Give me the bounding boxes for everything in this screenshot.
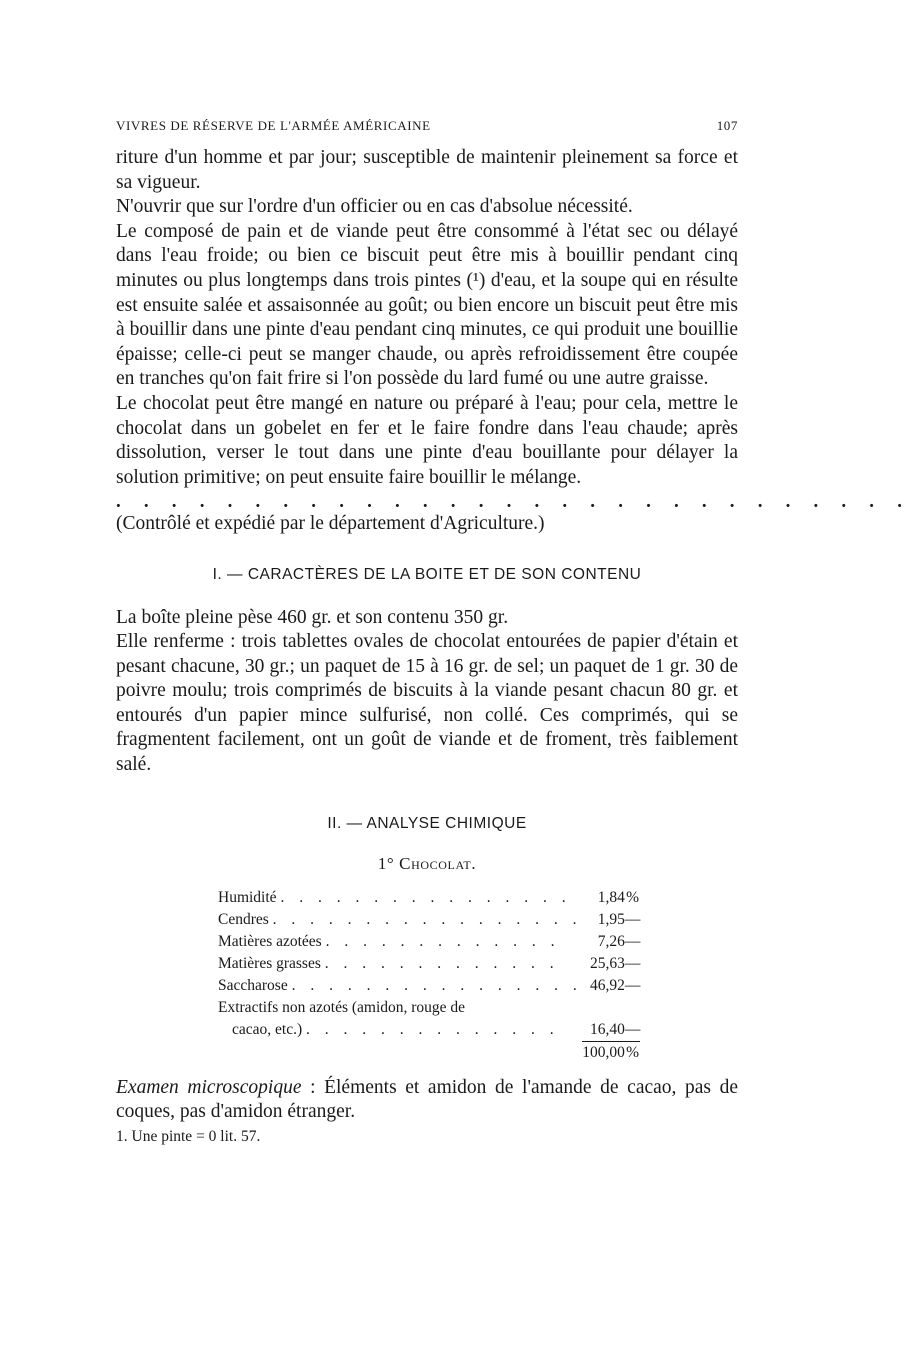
paragraph: Elle renferme : trois tablettes ovales de chocolat entourées de papier d'étain et pesant chacune, 30 gr.; un paquet de 15 à 16 gr. de sel; un paquet de 1 gr. 30 de poivre moulu; trois comprimés de biscuits à la viande pesant chacun 80 gr. et entourés d'un papier mince sulfurisé, non collé. Ces comprimés, qui se fragmentent facilement, ont un goût de viande et de froment, très faiblement salé. xyxy=(116,631,738,776)
table-row xyxy=(218,975,640,997)
table-row xyxy=(218,931,640,953)
paragraph: N'ouvrir que sur l'ordre d'un officier ou en cas d'absolue nécessité. xyxy=(116,196,633,218)
total-row xyxy=(218,1041,640,1064)
analysis-table xyxy=(218,887,640,1064)
dot-leader: . . . . . . . . . . . . . xyxy=(324,954,560,972)
table-row xyxy=(218,953,640,975)
page-number: 107 xyxy=(716,118,738,133)
row-label: Extractifs non azotés (amidon, rouge de xyxy=(218,998,466,1016)
dot-leader: . . . . . . . . . . . . . . . . xyxy=(280,888,572,906)
ellipsis-dots: . . . . . . . . . . . . . . . . . . . . . . . . . . . . . xyxy=(116,491,911,513)
paragraph: La boîte pleine pèse 460 gr. et son contenu 350 gr. xyxy=(116,606,509,628)
paragraph: Le chocolat peut être mangé en nature ou préparé à l'eau; pour cela, mettre le chocolat dans un gobelet en fer et le faire fondre dans l'eau chaude; après dissolution, verser le tout dans une pinte d'eau bouillante pour délayer la solution primitive; on peut ensuite faire bouillir le mélange. xyxy=(116,392,738,488)
subheading: 1° Chocolat. xyxy=(377,854,477,874)
row-unit: — xyxy=(624,932,641,950)
footnote: 1. Une pinte = 0 lit. 57. xyxy=(116,1128,261,1146)
table-row xyxy=(218,887,640,909)
paragraph: Le composé de pain et de viande peut être consommé à l'état sec ou délayé dans l'eau froide; ou bien ce biscuit peut être mis à bouillir pendant cinq minutes ou plus longtemps dans trois pintes (¹) d'eau, et la soupe qui en résulte est ensuite salée et assaisonnée au goût; ou bien encore un biscuit peut être mis à bouillir dans une pinte d'eau pendant cinq minutes, ce qui produit une bouillie épaisse; celle-ci peut se manger chaude, ou après refroidissement être coupée en tranches qu'on fait frire si l'on possède du lard fumé ou une autre graisse. xyxy=(116,220,738,390)
dot-leader: . . . . . . . . . . . . . . . . xyxy=(291,976,583,994)
row-value: 1,95 xyxy=(597,910,625,928)
row-label: Matières grasses xyxy=(218,954,321,972)
row-unit: % xyxy=(626,888,640,906)
table-row xyxy=(218,997,640,1019)
row-unit: — xyxy=(624,910,641,928)
row-unit: — xyxy=(624,954,641,972)
row-value: 1,84 xyxy=(597,888,625,906)
row-label: Humidité xyxy=(218,888,277,906)
total-value: 100,00 xyxy=(582,1041,625,1064)
paragraph xyxy=(116,1076,738,1125)
table-row xyxy=(218,909,640,931)
dot-leader: . . . . . . . . . . . . . . xyxy=(306,1021,560,1039)
row-label: Cendres xyxy=(218,910,269,928)
micro-text: : Éléments et amidon de l'amande de cacao, pas de coques, pas d'amidon étranger. xyxy=(116,1076,739,1123)
row-value: 7,26 xyxy=(597,932,625,950)
control-note: (Contrôlé et expédié par le département d'Agriculture.) xyxy=(116,513,545,535)
row-value: 46,92 xyxy=(589,976,625,994)
section-heading: II. — ANALYSE CHIMIQUE xyxy=(327,814,527,832)
row-label: Matières azotées xyxy=(218,932,322,950)
table-row xyxy=(218,1019,640,1042)
section-heading: I. — CARACTÈRES DE LA BOITE ET DE SON CONTENU xyxy=(212,565,642,583)
row-unit: — xyxy=(624,976,641,994)
row-value: 25,63 xyxy=(589,954,625,972)
row-label: cacao, etc.) xyxy=(232,1021,303,1039)
total-unit: % xyxy=(625,1041,641,1064)
row-label: Saccharose xyxy=(218,976,288,994)
running-head-title: VIVRES DE RÉSERVE DE L'ARMÉE AMÉRICAINE xyxy=(116,118,431,133)
body-text xyxy=(116,146,911,1150)
micro-label: Examen microscopique xyxy=(116,1076,302,1098)
dot-leader: . . . . . . . . . . . . . xyxy=(325,932,560,950)
paragraph: riture d'un homme et par jour; susceptible de maintenir pleinement sa force et sa vigueur. xyxy=(116,147,738,193)
row-unit: — xyxy=(624,1020,641,1038)
row-value: 16,40 xyxy=(589,1020,625,1038)
dot-leader: . . . . . . . . . . . . . . . . . xyxy=(272,910,583,928)
